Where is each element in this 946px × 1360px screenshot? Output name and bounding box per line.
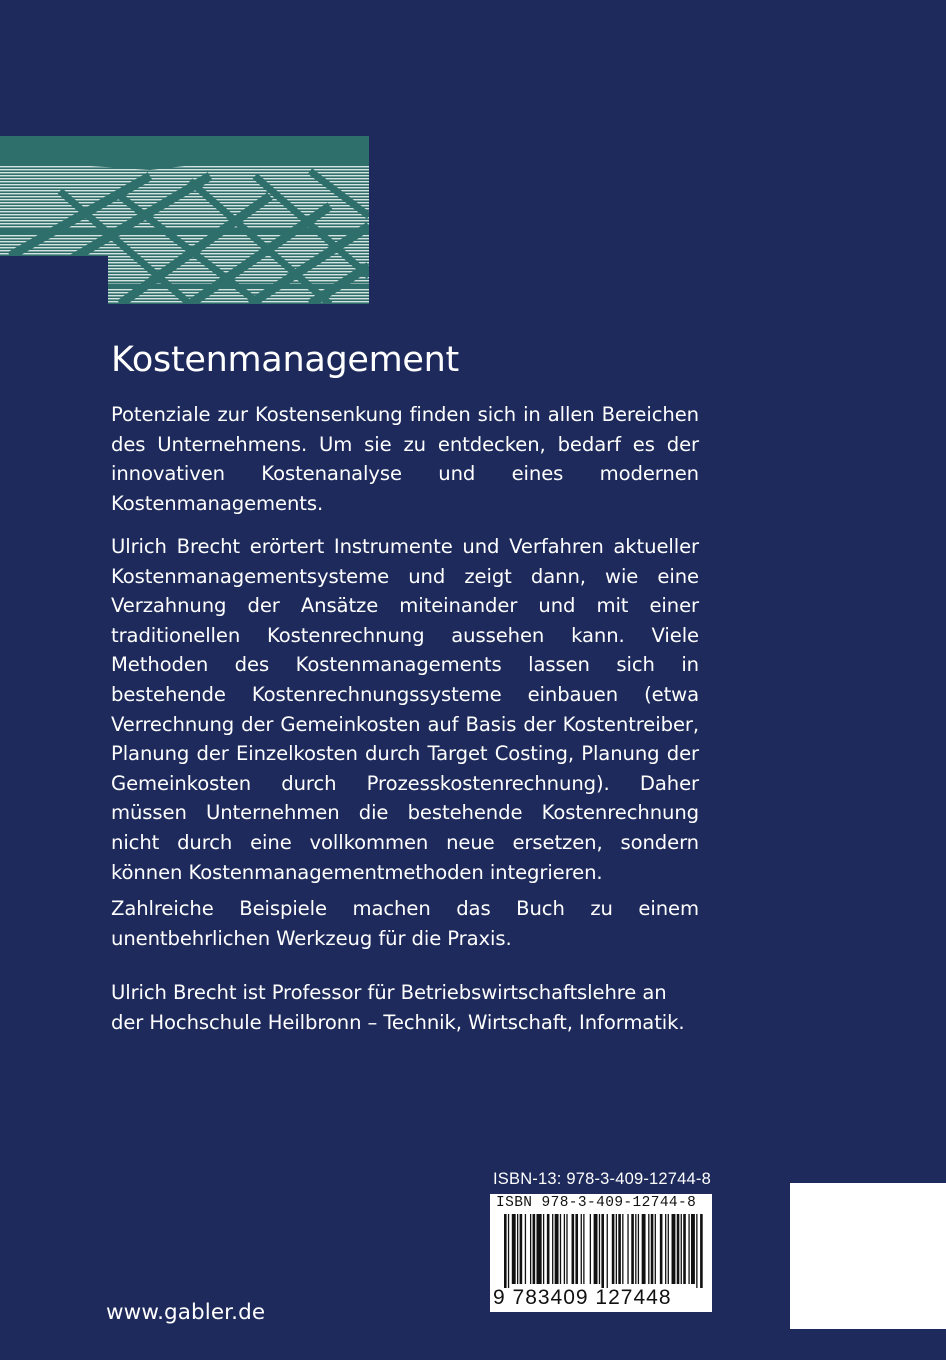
barcode-bar bbox=[700, 1214, 703, 1288]
barcode-bar bbox=[665, 1214, 666, 1284]
barcode-isbn-text: ISBN 978-3-409-12744-8 bbox=[496, 1195, 697, 1211]
barcode-bar bbox=[601, 1214, 604, 1288]
barcode-bar bbox=[533, 1214, 536, 1284]
barcode-bar bbox=[508, 1214, 509, 1288]
barcode-panel bbox=[490, 1194, 712, 1312]
barcode-bar bbox=[572, 1214, 575, 1284]
barcode-bar bbox=[547, 1214, 550, 1284]
barcode-bar bbox=[635, 1214, 636, 1284]
barcode-bar bbox=[616, 1214, 617, 1284]
barcode-bar bbox=[648, 1214, 649, 1284]
blurb-paragraph-intro: Potenziale zur Kostensenkung finden sich in allen Bereichen des Unternehmens. Um sie zu entdecken, bedarf es der innovativen Kostenanalyse und eines modernen Kostenmanagements. bbox=[111, 403, 699, 515]
barcode-bar bbox=[512, 1214, 516, 1284]
barcode-bar bbox=[590, 1214, 591, 1284]
barcode-bar bbox=[642, 1214, 646, 1284]
barcode-bar bbox=[607, 1214, 608, 1288]
barcode-bar bbox=[668, 1214, 669, 1284]
barcode-digits: 9 783409 127448 bbox=[493, 1286, 672, 1309]
barcode-bar bbox=[536, 1214, 541, 1284]
author-bio: Ulrich Brecht ist Professor für Betriebswirtschaftslehre an der Hochschule Heilbronn – Technik, Wirtschaft, Informatik. bbox=[111, 981, 685, 1034]
barcode-bar bbox=[575, 1214, 578, 1284]
barcode-bar bbox=[564, 1214, 565, 1284]
barcode-bar bbox=[504, 1214, 507, 1288]
barcode-bar bbox=[681, 1214, 682, 1284]
cover-artwork bbox=[0, 136, 369, 304]
book-title: Kostenmanagement bbox=[111, 340, 459, 380]
barcode-bar bbox=[672, 1214, 676, 1284]
barcode-bar bbox=[688, 1214, 689, 1284]
barcode-bar bbox=[543, 1214, 544, 1284]
barcode-bar bbox=[594, 1214, 598, 1284]
barcode-bar bbox=[696, 1214, 697, 1288]
barcode-bars bbox=[504, 1214, 704, 1288]
barcode-bar bbox=[560, 1214, 561, 1284]
blurb-paragraph-examples: Zahlreiche Beispiele machen das Buch zu einem unentbehrlichen Werkzeug für die Praxis. bbox=[111, 897, 699, 950]
barcode-bar bbox=[517, 1214, 518, 1284]
blurb-paragraph-content: Ulrich Brecht erörtert Instrumente und Verfahren aktueller Kostenmanagementsysteme und zeigt dann, wie eine Verzahnung der Ansätze miteinander und mit einer traditionellen Kostenrechnung aussehen kann. Viele Methoden des Kostenmanagements lassen sich in bestehende Kostenrechnungssysteme einbauen (etwa Verrechnung der Gemeinkosten auf Basis der Kostentreiber, Planung der Einzelkosten durch Target Costing, Planung der Gemeinkosten durch Prozesskostenrechnung). Daher müssen Unternehmen die bestehende Kostenrechnung nicht durch eine vollkommen neue ersetzen, sondern können Kostenmanagementmethoden integrieren. bbox=[111, 535, 699, 884]
barcode-bar bbox=[691, 1214, 695, 1284]
barcode-bar bbox=[618, 1214, 621, 1284]
barcode-bar bbox=[581, 1214, 582, 1284]
barcode-bar bbox=[552, 1214, 553, 1284]
barcode-bar bbox=[612, 1214, 615, 1284]
barcode-bar bbox=[525, 1214, 526, 1284]
barcode-bar bbox=[520, 1214, 523, 1284]
barcode-bar bbox=[660, 1214, 663, 1284]
barcode-bar bbox=[555, 1214, 559, 1284]
barcode-bar bbox=[651, 1214, 654, 1284]
barcode-bar bbox=[566, 1214, 567, 1284]
barcode-bar bbox=[655, 1214, 656, 1284]
barcode-bar bbox=[627, 1214, 628, 1284]
price-sticker-blank bbox=[790, 1183, 946, 1329]
isbn-label: ISBN-13: 978-3-409-12744-8 bbox=[493, 1170, 711, 1188]
barcode-bar bbox=[631, 1214, 634, 1284]
barcode-bar bbox=[599, 1214, 600, 1284]
barcode-bar bbox=[583, 1214, 584, 1284]
barcode-bar bbox=[677, 1214, 680, 1284]
barcode-bar bbox=[530, 1214, 531, 1284]
barcode-block bbox=[490, 1170, 714, 1312]
barcode-bar bbox=[622, 1214, 623, 1284]
barcode-bar bbox=[683, 1214, 686, 1284]
barcode-bar bbox=[638, 1214, 639, 1284]
publisher-url[interactable]: www.gabler.de bbox=[106, 1300, 266, 1325]
